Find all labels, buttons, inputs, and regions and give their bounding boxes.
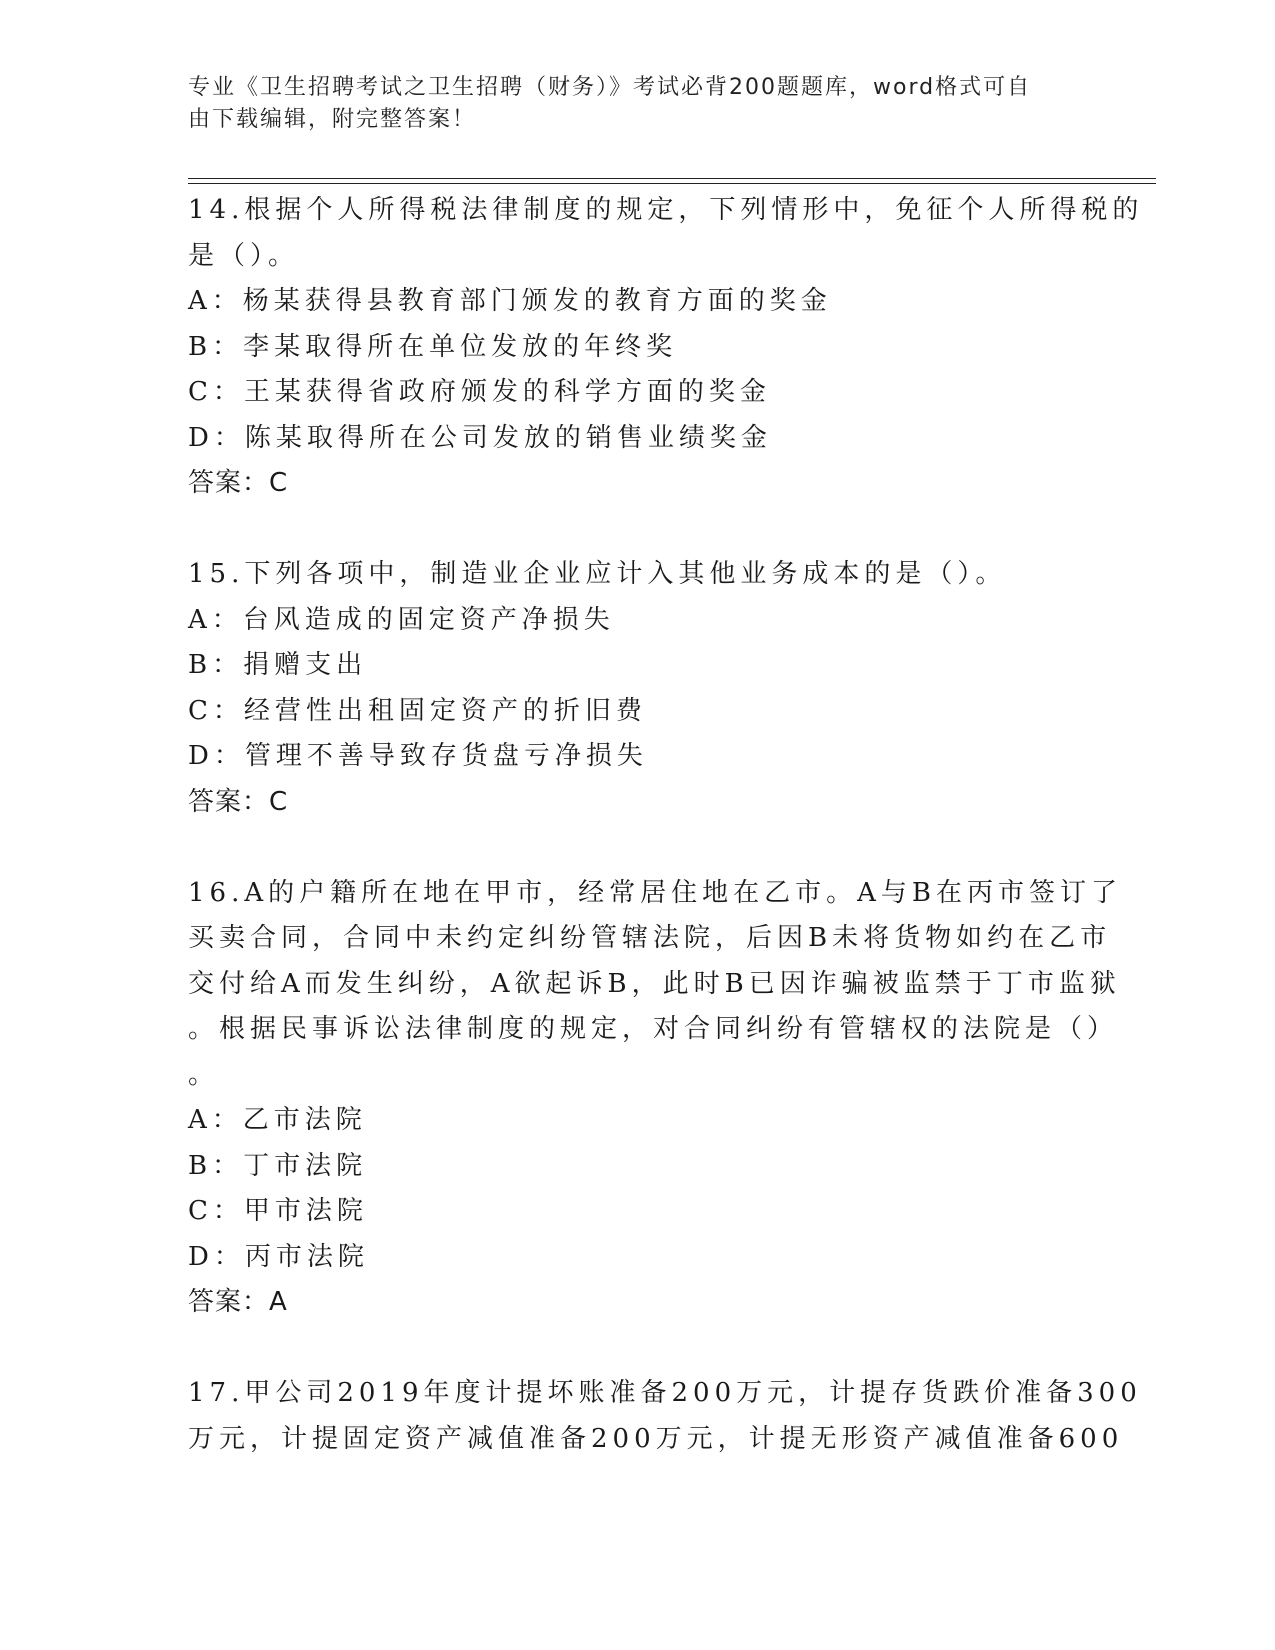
stem-line: 15.下列各项中，制造业企业应计入其他业务成本的是（）。 (188, 559, 1007, 589)
header-divider-top (188, 178, 1156, 179)
spacer (188, 825, 1088, 871)
option-b: B：丁市法院 (188, 1150, 368, 1181)
option-b: B：李某取得所在单位发放的年终奖 (188, 331, 678, 362)
stem-line: 14.根据个人所得税法律制度的规定，下列情形中，免征个人所得税的 (188, 195, 1144, 225)
question-16 (188, 871, 1123, 1326)
stem-line: 买卖合同，合同中未约定纠纷管辖法院，后因B未将货物如约在乙市 (188, 923, 1112, 953)
option-d: D：丙市法院 (188, 1241, 369, 1272)
answer-line: 答案：C (188, 786, 289, 817)
stem-line: 万元，计提固定资产减值准备200万元，计提无形资产减值准备600 (188, 1423, 1124, 1454)
option-d: D：陈某取得所在公司发放的销售业绩奖金 (188, 422, 772, 453)
stem-line: 16.A的户籍所在地在甲市，经常居住地在乙市。A与B在丙市签订了 (188, 877, 1123, 908)
question-15 (188, 552, 1088, 825)
option-c: C：甲市法院 (188, 1196, 368, 1226)
stem-line: 交付给A而发生纠纷，A欲起诉B，此时B已因诈骗被监禁于丁市监狱 (188, 968, 1121, 999)
stem-line: 是（）。 (188, 240, 300, 271)
question-list (188, 188, 1144, 1462)
option-c: C：经营性出租固定资产的折旧费 (188, 695, 647, 726)
header-line-2: 由下载编辑，附完整答案！ (188, 107, 477, 132)
question-14 (188, 188, 1144, 507)
answer-line: 答案：A (188, 1287, 288, 1317)
question-stem (188, 871, 1123, 1099)
question-stem (188, 188, 1144, 279)
option-b: B：捐赠支出 (188, 650, 368, 680)
option-d: D：管理不善导致存货盘亏净损失 (188, 741, 648, 771)
option-a: A：乙市法院 (188, 1105, 367, 1135)
spacer (188, 507, 1088, 553)
stem-line: 。根据民事诉讼法律制度的规定，对合同纠纷有管辖权的法院是（） (188, 1014, 1119, 1044)
header-divider-bottom (188, 183, 1156, 184)
stem-line: 。 (188, 1059, 220, 1090)
stem-line: 17.甲公司2019年度计提坏账准备200万元，计提存货跌价准备300 (188, 1378, 1142, 1408)
option-a: A：台风造成的固定资产净损失 (188, 604, 615, 635)
spacer (188, 1326, 1088, 1372)
answer-line: 答案：C (188, 468, 289, 498)
question-17 (188, 1371, 1142, 1462)
header-line-1: 专业《卫生招聘考试之卫生招聘（财务）》考试必背200题题库，word格式可自 (188, 75, 1032, 100)
option-a: A：杨某获得县教育部门颁发的教育方面的奖金 (188, 286, 832, 316)
question-stem (188, 552, 1088, 598)
document-header (188, 72, 1068, 136)
question-stem (188, 1371, 1142, 1462)
option-c: C：王某获得省政府颁发的科学方面的奖金 (188, 377, 771, 407)
